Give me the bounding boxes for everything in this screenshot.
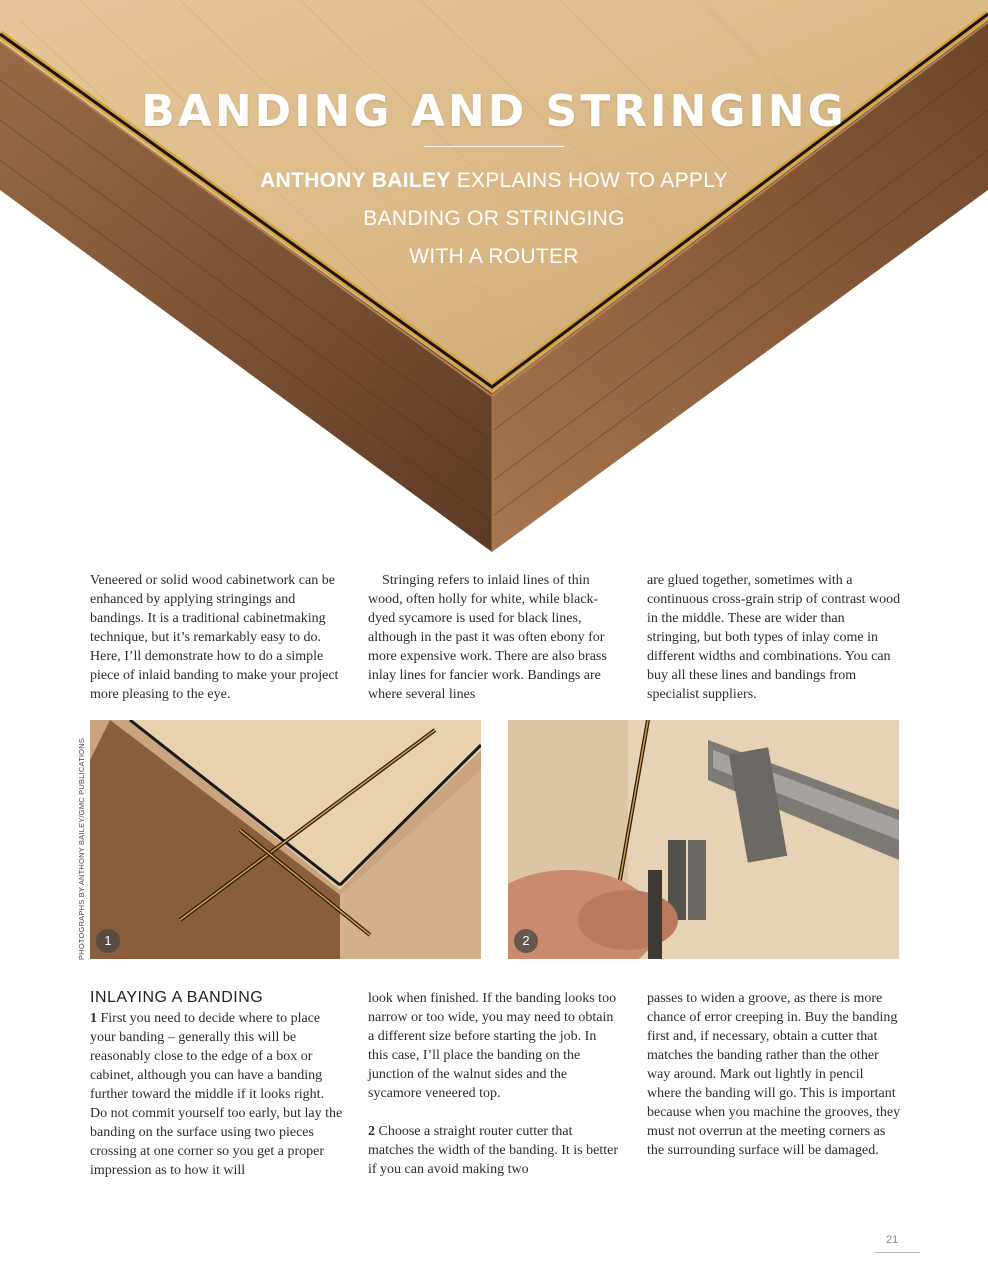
subtitle-line-2: BANDING OR STRINGING (363, 207, 625, 230)
intro-column-2 (368, 571, 614, 704)
step-1-text-b: look when finished. If the banding looks too narrow or too wide, you may need to obtain a different size before starting the job. In this case, I’ll place the banding on the junction of the walnut sides and the sycamore veneered top. (368, 991, 617, 1101)
hero-image (0, 0, 988, 560)
title-divider (424, 146, 564, 147)
photo-credit: PHOTOGRAPHS BY ANTHONY BAILEY/GMC PUBLICATIONS (77, 737, 86, 960)
step-2-paragraph (368, 1122, 618, 1179)
subtitle (200, 162, 788, 276)
page-number: 21 (886, 1234, 899, 1246)
photo-2-number: 2 (514, 929, 538, 953)
step-2-text-b: passes to widen a groove, as there is more chance of error creeping in. Buy the banding first and, if necessary, obtain a cutter that matches the banding rather than the other way around. Mark out lightly in pencil where the banding will go. This is important because when you machine the grooves, they must not overrun at the meeting corners as the surrounding surface will be damaged. (647, 991, 901, 1158)
author-name: ANTHONY BAILEY (260, 169, 451, 192)
section-column-1 (90, 988, 344, 1180)
subtitle-line-1: EXPLAINS HOW TO APPLY (456, 169, 728, 192)
section-column-3 (647, 989, 901, 1160)
intro-column-1 (90, 571, 344, 704)
step-2-number: 2 (368, 1124, 375, 1139)
intro-paragraph-1: Veneered or solid wood cabinetwork can be enhanced by applying stringings and bandings. It is a traditional cabinetmaking technique, but it’s remarkably easy to do. Here, I’ll demonstrate how to do a simple piece of inlaid banding to make your project more pleasing to the eye. (90, 573, 339, 702)
step-2-text-a: Choose a straight router cutter that matches the width of the banding. It is better if you can avoid making two (368, 1124, 618, 1177)
step-1-paragraph (90, 1009, 344, 1180)
page-number-rule (874, 1252, 920, 1253)
subtitle-line-3: WITH A ROUTER (409, 245, 579, 268)
intro-paragraph-3: are glued together, sometimes with a continuous cross-grain strip of contrast wood in the middle. These are wider than stringing, but both types of inlay come in different widths and combinations. You can buy all these lines and bandings from specialist suppliers. (647, 573, 901, 702)
step-1-text-a: First you need to decide where to place your banding – generally this will be reasonably close to the edge of a box or cabinet, although you can have a banding further toward the middle if it looks right. Do not commit yourself too early, but lay the banding on the surface using two pieces crossing at one corner so you get a proper impression as to how it will (90, 1011, 343, 1178)
step-1-number: 1 (90, 1011, 97, 1026)
photo-1-number: 1 (96, 929, 120, 953)
photo-2 (508, 720, 899, 959)
section-column-2 (368, 989, 618, 1179)
photo-1 (90, 720, 481, 959)
page-title: BANDING AND STRINGING (141, 86, 847, 137)
intro-column-3 (647, 571, 901, 704)
section-heading: INLAYING A BANDING (90, 989, 264, 1006)
intro-paragraph-2: Stringing refers to inlaid lines of thin wood, often holly for white, while black-dyed sycamore is used for black lines, although in the past it was often ebony for more expensive work. There are also brass inlay lines for fancier work. Bandings are where several lines (368, 573, 607, 702)
